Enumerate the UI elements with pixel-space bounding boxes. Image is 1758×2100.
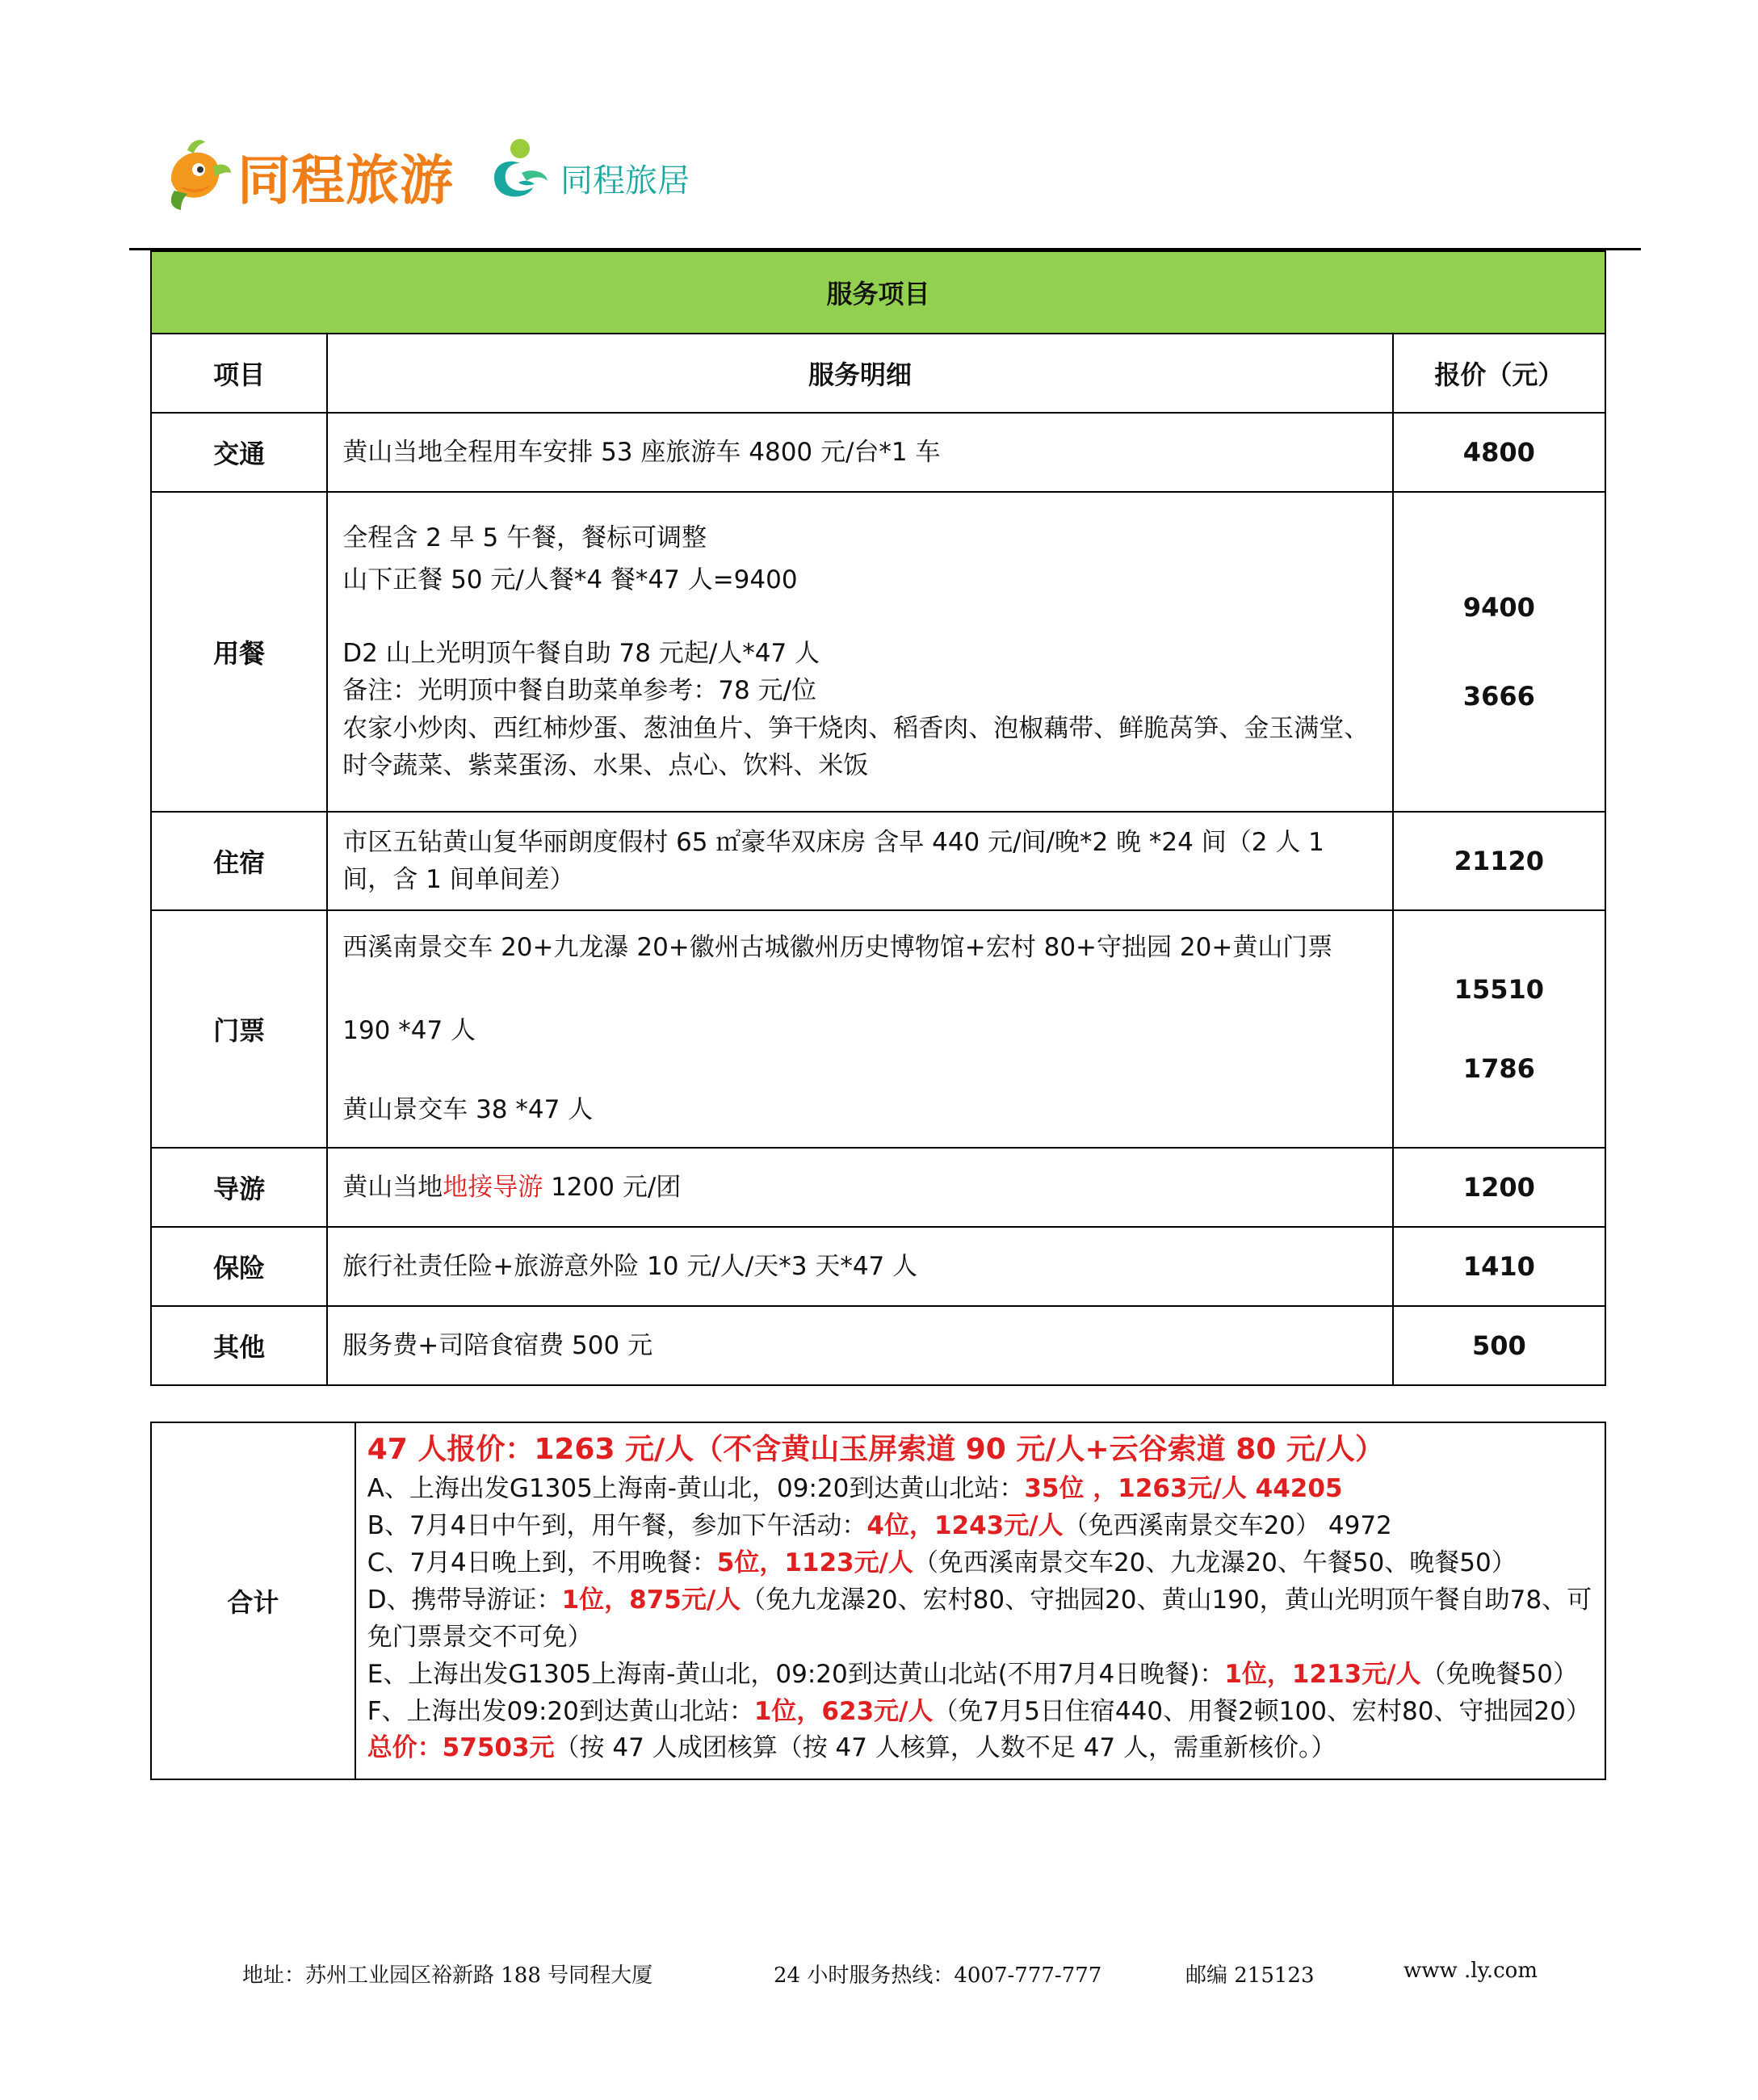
- meals-line-2: 山下正餐 50 元/人餐*4 餐*47 人=9400: [342, 565, 798, 594]
- table-row-transport: [151, 413, 1605, 492]
- meals-line-3: D2 山上光明顶午餐自助 78 元起/人*47 人: [342, 638, 820, 668]
- brand-name-secondary: 同程旅居: [560, 162, 690, 200]
- meals-line-1: 全程含 2 早 5 午餐，餐标可调整: [342, 523, 707, 552]
- option-f: [367, 1694, 1593, 1768]
- grand-total-note: （按 47 人成团核算（按 47 人核算，人数不足 47 人，需重新核价。）: [554, 1733, 1336, 1763]
- total-detail: [355, 1422, 1605, 1779]
- detail-guide: [327, 1148, 1392, 1227]
- option-d-highlight: 1位，875元/人: [561, 1585, 741, 1615]
- footer-website[interactable]: www .ly.com: [1403, 1959, 1538, 1983]
- price-transport: 4800: [1393, 413, 1605, 492]
- tongcheng-travel-logo: [163, 131, 462, 218]
- category-tickets: 门票: [151, 910, 327, 1148]
- option-d-note: （免九龙瀑20、宏村80、守拙园20、黄山190，黄山光明顶午餐自助78、可免门票景交不可免）: [367, 1585, 1592, 1652]
- price-meals-lower: 9400: [1462, 591, 1535, 623]
- footer-postcode: 邮编 215123: [1185, 1964, 1315, 1988]
- price-meals: [1393, 492, 1605, 812]
- table-row-meals: [151, 492, 1605, 812]
- guide-highlight: 地接导游: [443, 1172, 543, 1202]
- tickets-line-1: 西溪南景交车 20+九龙瀑 20+徽州古城徽州历史博物馆+宏村 80+守拙园 20+黄山门票: [342, 933, 1333, 963]
- brand-name-primary: 同程旅游: [237, 149, 454, 212]
- category-guide: 导游: [151, 1148, 327, 1227]
- detail-meals: [327, 492, 1392, 812]
- table-row-tickets: [151, 910, 1605, 1148]
- option-e: [367, 1657, 1593, 1694]
- option-c-highlight: 5位，1123元/人: [716, 1548, 913, 1578]
- price-other: 500: [1393, 1306, 1605, 1385]
- column-header-price: 报价（元）: [1393, 334, 1605, 413]
- option-d-text: D、携带导游证：: [367, 1585, 562, 1615]
- table-row-other: [151, 1306, 1605, 1385]
- column-header-detail: 服务明细: [327, 334, 1392, 413]
- price-tickets: [1393, 910, 1605, 1148]
- detail-insurance: 旅行社责任险+旅游意外险 10 元/人/天*3 天*47 人: [327, 1227, 1392, 1306]
- table-row-lodging: [151, 812, 1605, 910]
- total-headline: 47 人报价：1263 元/人（不含黄山玉屏索道 90 元/人+云谷索道 80 元/人）: [367, 1433, 1384, 1466]
- detail-lodging: 市区五钻黄山复华丽朗度假村 65 ㎡豪华双床房 含早 440 元/间/晚*2 晚 *24 间（2 人 1 间，含 1 间单间差）: [327, 812, 1392, 910]
- detail-transport: 黄山当地全程用车安排 53 座旅游车 4800 元/台*1 车: [327, 413, 1392, 492]
- total-label: 合计: [151, 1422, 355, 1779]
- category-transport: 交通: [151, 413, 327, 492]
- price-meals-summit: 3666: [1462, 681, 1535, 712]
- option-f-highlight: 1位，623元/人: [753, 1696, 934, 1726]
- service-items-table: [150, 250, 1606, 1386]
- option-e-note: （免晚餐50）: [1420, 1659, 1578, 1689]
- table-title: 服务项目: [151, 251, 1605, 334]
- tickets-line-2: 190 *47 人: [342, 1015, 476, 1045]
- price-insurance: 1410: [1393, 1227, 1605, 1306]
- detail-tickets: [327, 910, 1392, 1148]
- footer-hotline: 24 小时服务热线：4007-777-777: [774, 1964, 1102, 1988]
- option-b-text: B、7月4日中午到，用午餐，参加下午活动：: [367, 1511, 867, 1541]
- option-f-text: F、上海出发09:20到达黄山北站：: [367, 1696, 754, 1726]
- option-b-note: （免西溪南景交车20） 4972: [1063, 1511, 1392, 1541]
- option-e-highlight: 1位，1213元/人: [1224, 1659, 1421, 1689]
- table-header-row: [151, 334, 1605, 413]
- option-c-text: C、7月4日晚上到，不用晚餐：: [367, 1548, 717, 1578]
- tickets-line-3: 黄山景交车 38 *47 人: [342, 1095, 594, 1125]
- table-row-insurance: [151, 1227, 1605, 1306]
- price-tickets-shuttle: 1786: [1462, 1053, 1535, 1084]
- column-header-item: 项目: [151, 334, 327, 413]
- tongcheng-lvju-logo: [486, 131, 728, 218]
- table-row-guide: [151, 1148, 1605, 1227]
- option-c: [367, 1545, 1593, 1582]
- total-row: [151, 1422, 1605, 1779]
- price-tickets-main: 15510: [1454, 973, 1544, 1005]
- footer-address: 地址：苏州工业园区裕新路 188 号同程大厦: [242, 1964, 653, 1988]
- category-other: 其他: [151, 1306, 327, 1385]
- category-insurance: 保险: [151, 1227, 327, 1306]
- option-a-text: A、上海出发G1305上海南-黄山北，09:20到达黄山北站：: [367, 1474, 1025, 1504]
- grand-total: 总价：57503元: [367, 1733, 555, 1763]
- option-e-text: E、上海出发G1305上海南-黄山北，09:20到达黄山北站(不用7月4日晚餐)：: [367, 1659, 1225, 1689]
- price-guide: 1200: [1393, 1148, 1605, 1227]
- option-f-note: （免7月5日住宿440、用餐2顿100、宏村80、守拙园20）: [933, 1696, 1591, 1726]
- meals-line-4: 备注：光明顶中餐自助菜单参考：78 元/位: [342, 676, 816, 705]
- guide-suffix: 1200 元/团: [543, 1172, 682, 1202]
- detail-other: 服务费+司陪食宿费 500 元: [327, 1306, 1392, 1385]
- guide-prefix: 黄山当地: [342, 1172, 443, 1202]
- table-title-row: [151, 251, 1605, 334]
- total-table: [150, 1422, 1606, 1780]
- meals-line-5: 农家小炒肉、西红柿炒蛋、葱油鱼片、笋干烧肉、稻香肉、泡椒藕带、鲜脆莴笋、金玉满堂、时令蔬菜、紫菜蛋汤、水果、点心、饮料、米饭: [342, 713, 1370, 780]
- option-c-note: （免西溪南景交车20、九龙瀑20、午餐50、晚餐50）: [913, 1548, 1517, 1578]
- tongcheng-lvju-logo-icon: [486, 136, 554, 210]
- option-b: [367, 1508, 1593, 1545]
- category-lodging: 住宿: [151, 812, 327, 910]
- option-d: [367, 1582, 1593, 1657]
- option-a-highlight: 35位 ，1263元/人 44205: [1024, 1474, 1343, 1504]
- category-meals: 用餐: [151, 492, 327, 812]
- price-lodging: 21120: [1393, 812, 1605, 910]
- option-a: [367, 1471, 1593, 1508]
- tongcheng-fish-logo-icon: [163, 134, 233, 212]
- option-b-highlight: 4位，1243元/人: [866, 1511, 1064, 1541]
